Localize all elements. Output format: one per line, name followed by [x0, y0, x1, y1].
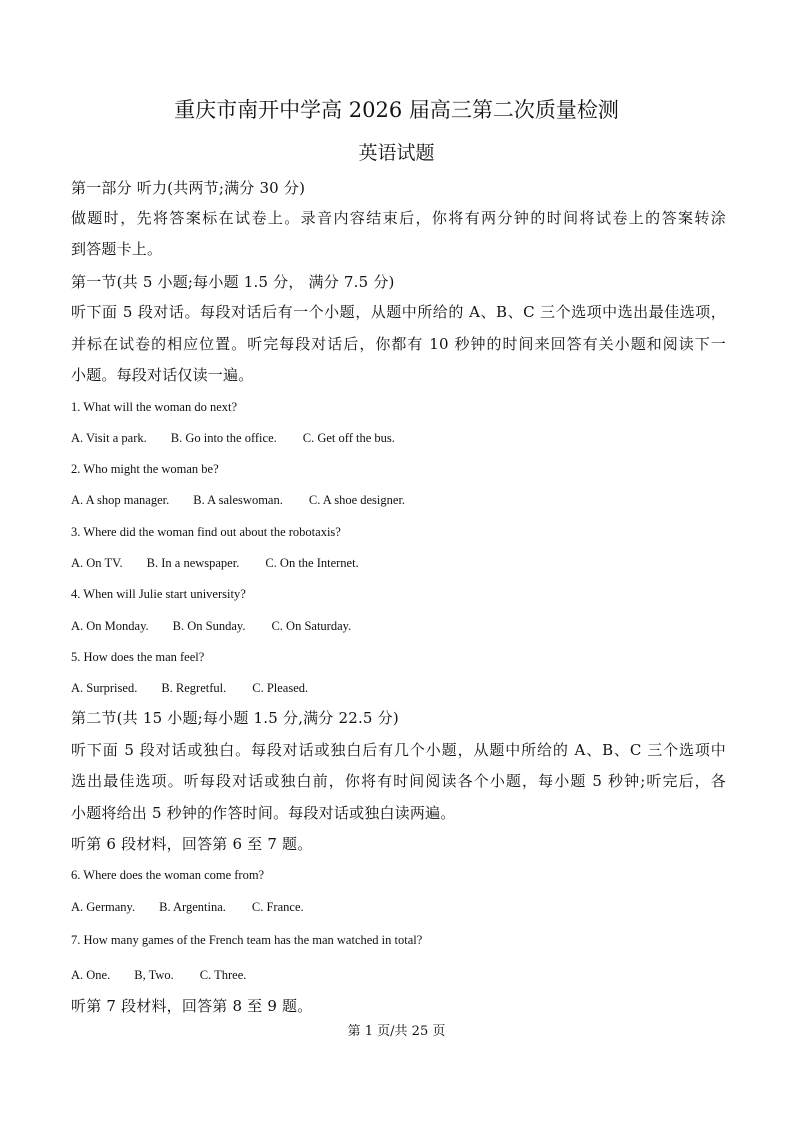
option-c: C. Get off the bus. [302, 431, 395, 445]
question-text: 5. How does the man feel? [71, 650, 205, 664]
section-intro-line: 听下面 5 段对话或独白。每段对话或独白后有几个小题，从题中所给的 A、B、C 三个选项中 [71, 741, 726, 759]
option-b: B. In a newspaper. [146, 556, 240, 570]
option-c: C. On Saturday. [271, 619, 352, 633]
answer-options [71, 491, 726, 509]
question-text: 2. Who might the woman be? [71, 462, 219, 476]
answer-options [71, 679, 726, 697]
option-a: A. Surprised. [71, 681, 138, 695]
exam-subtitle: 英语试题 [358, 142, 435, 164]
section-intro-line: 并标在试卷的相应位置。听完每段对话后，你都有 10 秒钟的时间来回答有关小题和阅读下一 [71, 335, 726, 353]
answer-options [71, 429, 726, 447]
question-text: 6. Where does the woman come from? [71, 868, 265, 882]
answer-options [71, 898, 726, 916]
option-c: C. Three. [199, 968, 247, 982]
section-intro-line: 选出最佳选项。听每段对话或独白前，你将有时间阅读各个小题，每小题 5 秒钟;听完后，各 [71, 772, 726, 790]
option-b: B. Argentina. [159, 900, 226, 914]
part-heading: 第一部分 听力(共两节;满分 30 分) [71, 179, 306, 197]
option-c: C. France. [251, 900, 304, 914]
option-c: C. On the Internet. [265, 556, 359, 570]
option-c: C. Pleased. [252, 681, 309, 695]
answer-options [71, 966, 726, 984]
option-b: B. A saleswoman. [193, 493, 283, 507]
option-a: A. Germany. [71, 900, 136, 914]
option-a: A. On TV. [71, 556, 123, 570]
exam-title: 重庆市南开中学高 2026 届高三第二次质量检测 [174, 98, 619, 122]
option-a: A. A shop manager. [71, 493, 170, 507]
option-a: A. One. [71, 968, 111, 982]
answer-options [71, 617, 726, 635]
option-b: B. Regretful. [161, 681, 227, 695]
section-intro-line: 小题。每段对话仅读一遍。 [71, 366, 254, 384]
option-a: A. Visit a park. [71, 431, 147, 445]
question-text: 1. What will the woman do next? [71, 400, 238, 414]
option-b: B, Two. [134, 968, 174, 982]
question-text: 4. When will Julie start university? [71, 587, 246, 601]
page-number: 第 1 页/共 25 页 [347, 1024, 446, 1039]
section-heading: 第一节(共 5 小题;每小题 1.5 分， 满分 7.5 分) [71, 273, 395, 291]
section-intro-line: 听下面 5 段对话。每段对话后有一个小题，从题中所给的 A、B、C 三个选项中选出最佳选项， [71, 303, 726, 321]
section-intro-line: 小题将给出 5 秒钟的作答时间。每段对话或独白读两遍。 [71, 804, 456, 822]
section-heading: 第二节(共 15 小题;每小题 1.5 分,满分 22.5 分) [71, 709, 399, 727]
option-c: C. A shoe designer. [308, 493, 406, 507]
option-b: B. Go into the office. [170, 431, 277, 445]
question-text: 3. Where did the woman find out about the robotaxis? [71, 525, 341, 539]
question-text: 7. How many games of the French team has the man watched in total? [71, 933, 423, 947]
answer-options [71, 554, 726, 572]
material-instruction: 听第 6 段材料，回答第 6 至 7 题。 [71, 835, 313, 853]
part-intro-line: 到答题卡上。 [71, 240, 163, 258]
option-b: B. On Sunday. [172, 619, 246, 633]
material-instruction: 听第 7 段材料，回答第 8 至 9 题。 [71, 997, 313, 1015]
option-a: A. On Monday. [71, 619, 149, 633]
part-intro-line: 做题时，先将答案标在试卷上。录音内容结束后，你将有两分钟的时间将试卷上的答案转涂 [71, 209, 726, 227]
